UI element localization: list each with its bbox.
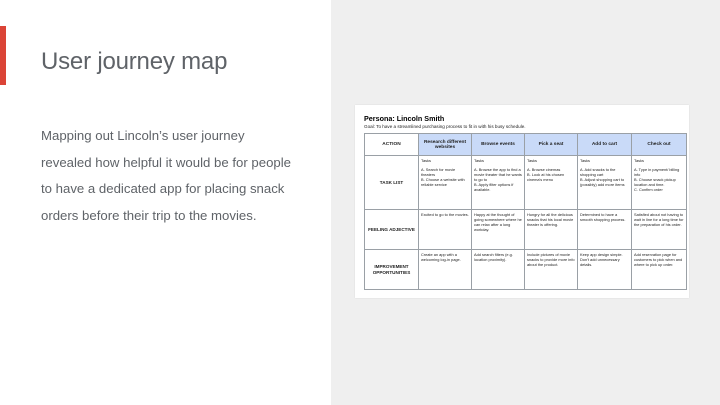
column-header: Check out	[632, 134, 687, 156]
cell-text: Tasks	[421, 158, 431, 163]
table-cell	[472, 156, 525, 210]
table-cell: Keep app design simple. Don't add unnecessary details.	[578, 250, 632, 290]
cell-text: B. Choose snack pickup location and time.	[634, 177, 676, 187]
row-label: TASK LIST	[365, 156, 419, 210]
journey-map-table	[364, 133, 687, 290]
cell-text: B. Choose a website with reliable service	[421, 177, 465, 187]
table-cell	[419, 156, 472, 210]
table-header-row	[365, 134, 687, 156]
cell-text: C. Confirm order	[634, 187, 663, 192]
column-header: Add to cart	[578, 134, 632, 156]
table-cell: Create an app with a welcoming log-in page.	[419, 250, 472, 290]
cell-text: B. Apply filter options if available.	[474, 182, 514, 192]
cell-text: Tasks	[580, 158, 590, 163]
table-cell: Add search filters (e.g. location proximity).	[472, 250, 525, 290]
row-label: FEELING ADJECTIVE	[365, 210, 419, 250]
slide-body-text: Mapping out Lincoln’s user journey revealed how helpful it would be for people to have a dedicated app for placing snack orders before their trip to the movies.	[41, 128, 291, 223]
table-cell	[632, 156, 687, 210]
table-cell: Satisfied about not having to wait in line for a long time for the preparation of his order.	[632, 210, 687, 250]
cell-text: A. Browse cinemas	[527, 167, 561, 172]
persona-goal: Goal: To have a streamlined purchasing process to fit in with his busy schedule.	[364, 124, 526, 129]
cell-text: A. Add snacks to the shopping cart	[580, 167, 616, 177]
table-row	[365, 210, 687, 250]
cell-text: B. Adjust shopping cart to (possibly) add more items	[580, 177, 625, 187]
column-header: Browse events	[472, 134, 525, 156]
cell-text: A. Search for movie theaters	[421, 167, 456, 177]
table-cell: Include pictures of movie snacks to provide more info about the product.	[525, 250, 578, 290]
table-cell: Add reservation page for customers to pick when and where to pick up order.	[632, 250, 687, 290]
cell-text: Tasks	[474, 158, 484, 163]
table-row	[365, 156, 687, 210]
cell-text: Tasks	[527, 158, 537, 163]
column-header: ACTION	[365, 134, 419, 156]
row-label: IMPROVEMENT OPPORTUNITIES	[365, 250, 419, 290]
table-cell: Excited to go to the movies.	[419, 210, 472, 250]
accent-bar	[0, 26, 6, 85]
table-cell: Happy at the thought of going somewhere where he can relax after a long workday.	[472, 210, 525, 250]
persona-title: Persona: Lincoln Smith	[364, 114, 445, 123]
table-cell: Hungry for all the delicious snacks that his local movie theater is offering.	[525, 210, 578, 250]
slide-title: User journey map	[41, 48, 228, 75]
cell-text: A. Browse the app to find a movie theater that he wants to go to	[474, 167, 522, 182]
cell-text: Tasks	[634, 158, 644, 163]
left-panel	[0, 0, 331, 405]
column-header: Pick a seat	[525, 134, 578, 156]
column-header: Research different websites	[419, 134, 472, 156]
table-cell	[525, 156, 578, 210]
journey-map-image	[355, 105, 689, 298]
table-cell: Determined to have a smooth shopping process.	[578, 210, 632, 250]
table-cell	[578, 156, 632, 210]
cell-text: A. Type in payment/ billing info	[634, 167, 680, 177]
cell-text: B. Look at his chosen cinema's menu	[527, 172, 565, 182]
table-row	[365, 250, 687, 290]
